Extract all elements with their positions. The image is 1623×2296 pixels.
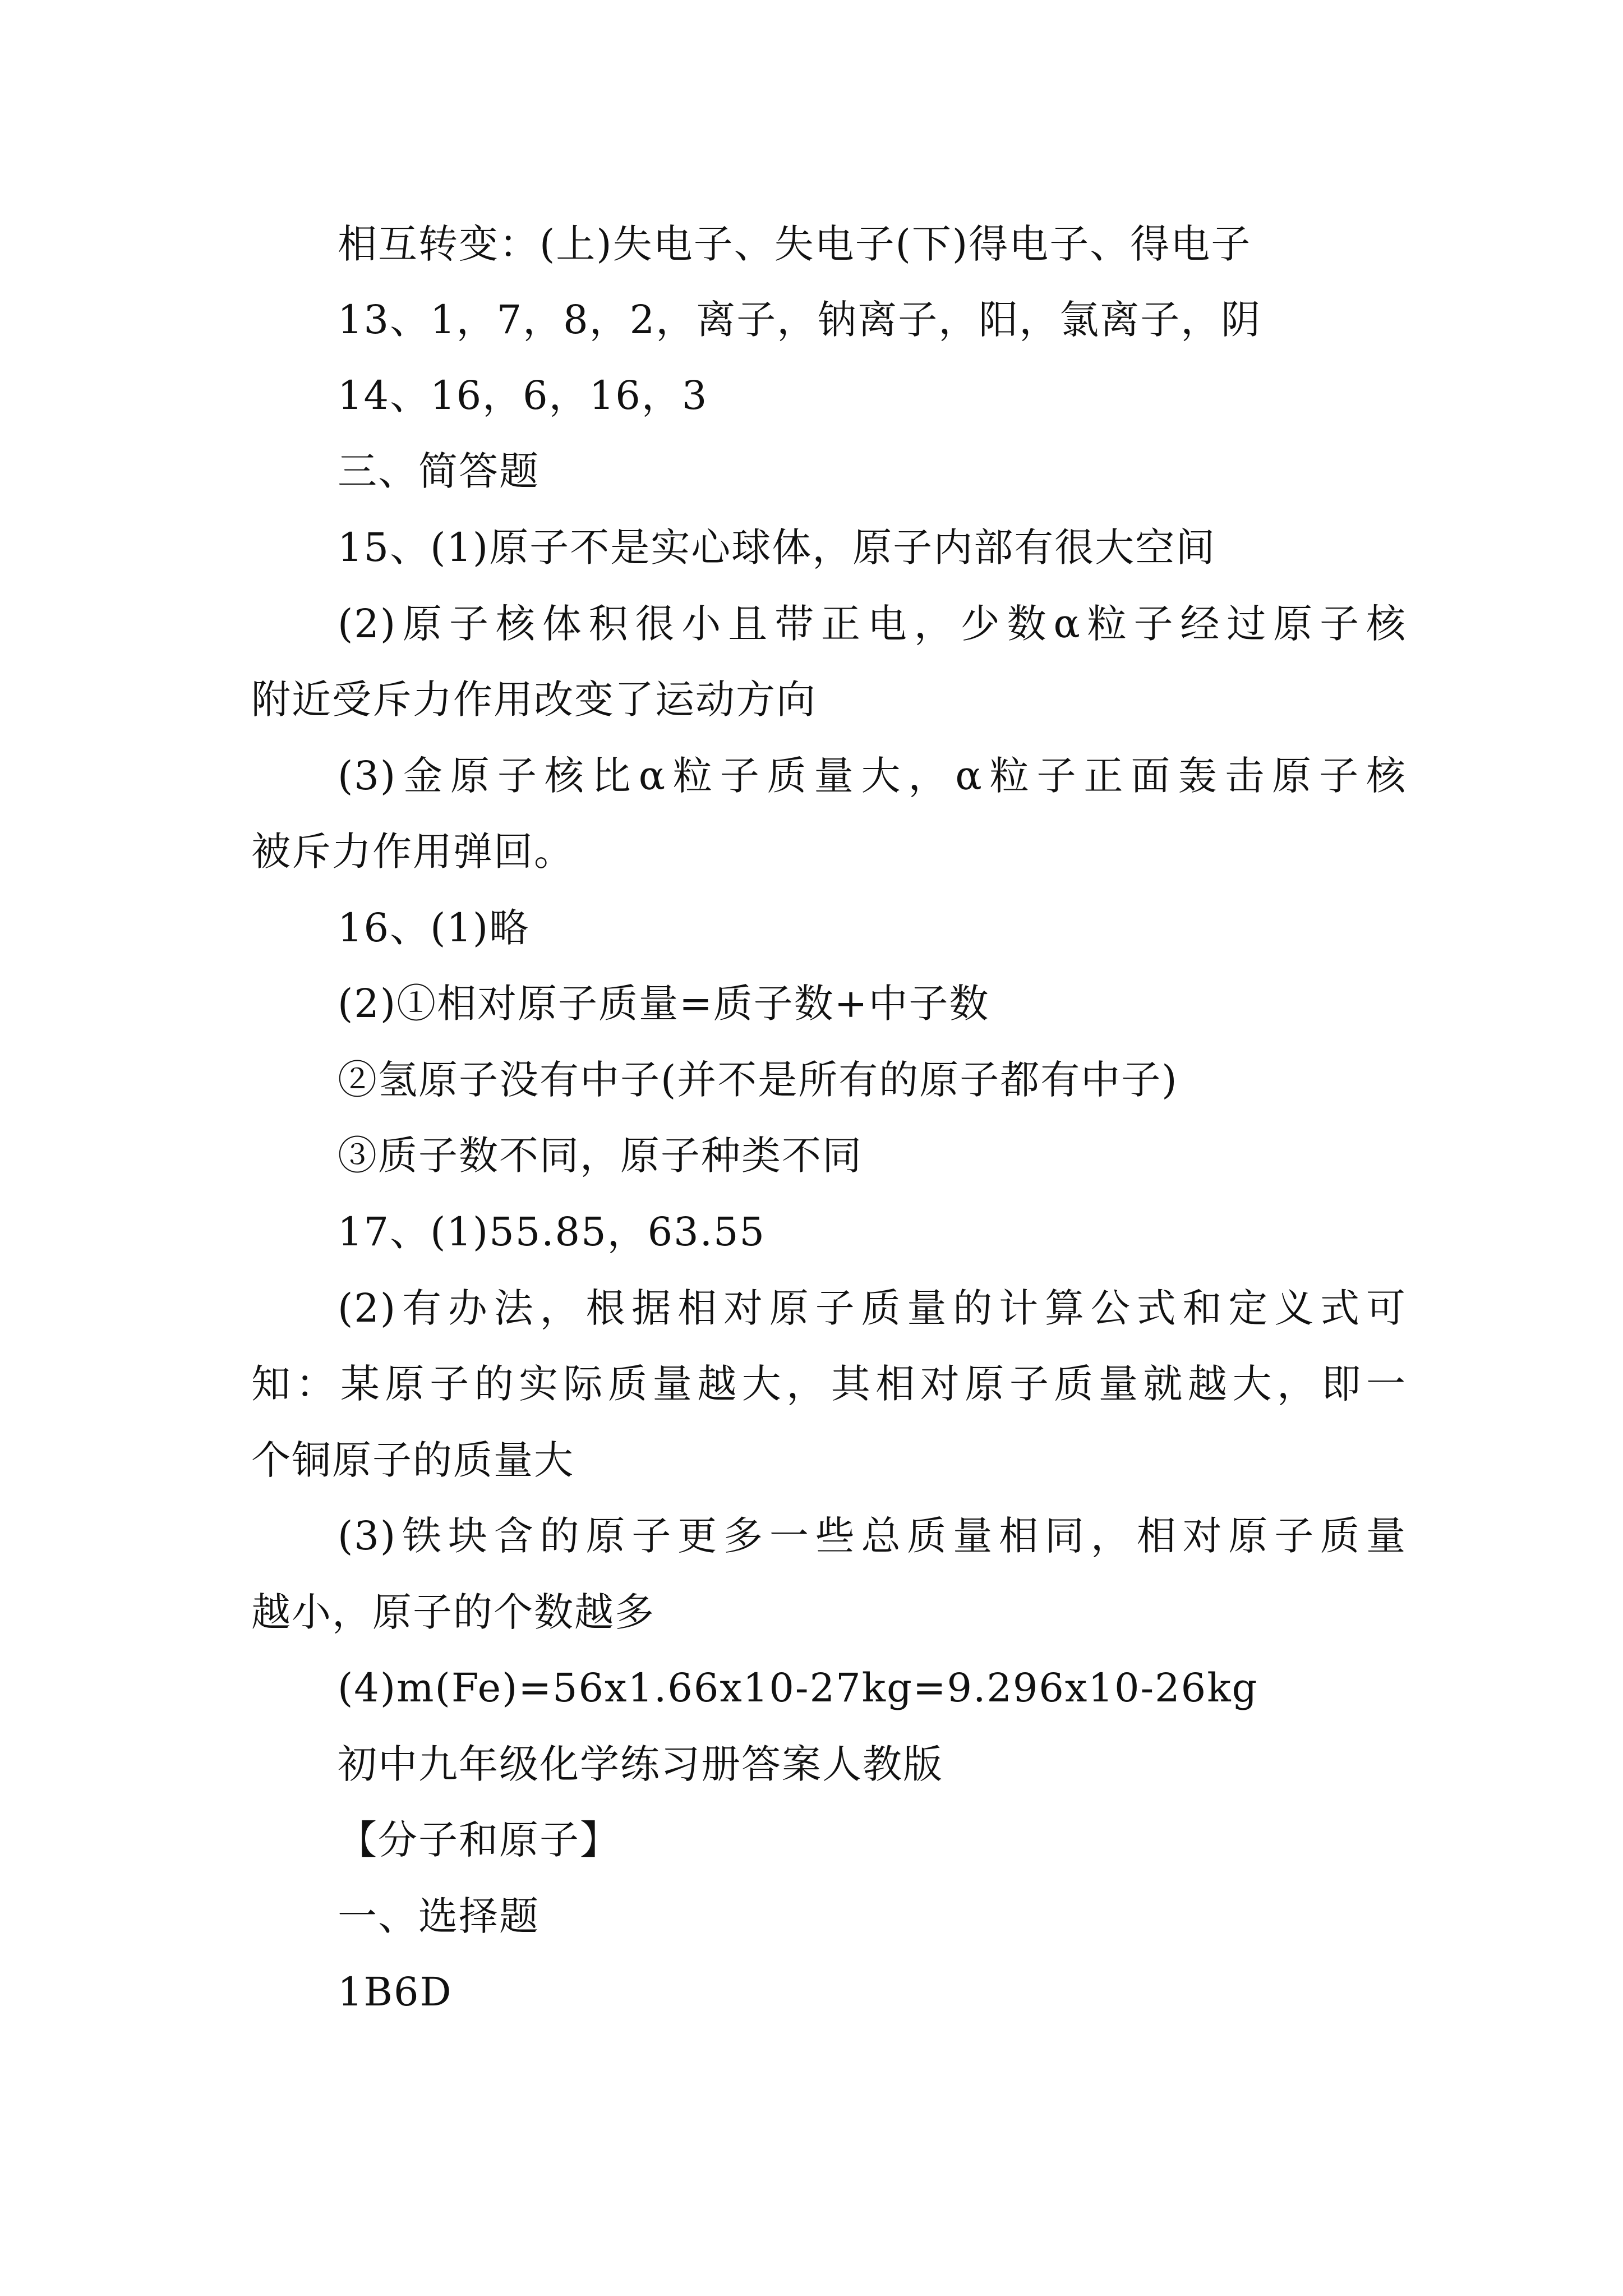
text-line: 越小，原子的个数越多: [251, 1589, 655, 1635]
text-line: (3)金原子核比α粒子质量大，α粒子正面轰击原子核: [338, 753, 1407, 799]
text-line: ③质子数不同，原子种类不同: [338, 1133, 863, 1179]
section-heading: 【分子和原子】: [338, 1817, 620, 1863]
text-line: 17、(1)55.85，63.55: [338, 1209, 766, 1255]
section-heading: 一、选择题: [338, 1893, 540, 1939]
text-line: (2)原子核体积很小且带正电，少数α粒子经过原子核: [338, 601, 1407, 647]
text-line: 相互转变：(上)失电子、失电子(下)得电子、得电子: [338, 221, 1252, 267]
text-line: (4)m(Fe)=56x1.66x10-27kg=9.296x10-26kg: [338, 1665, 1258, 1711]
text-line: (3)铁块含的原子更多一些总质量相同，相对原子质量: [338, 1513, 1407, 1559]
section-heading: 三、简答题: [338, 448, 540, 494]
text-line: 13、1，7，8，2，离子，钠离子，阳，氯离子，阴: [338, 297, 1262, 343]
section-heading: 初中九年级化学练习册答案人教版: [338, 1741, 943, 1787]
text-line: 16、(1)略: [338, 905, 530, 951]
text-line: 个铜原子的质量大: [251, 1437, 574, 1483]
text-line: 被斥力作用弹回。: [251, 829, 574, 875]
text-line: 14、16，6，16，3: [338, 372, 708, 418]
text-line: 知：某原子的实际质量越大，其相对原子质量就越大，即一: [251, 1361, 1407, 1407]
text-line: (2)①相对原子质量=质子数+中子数: [338, 981, 990, 1027]
text-line: 附近受斥力作用改变了运动方向: [251, 677, 817, 723]
text-line: 1B6D: [338, 1969, 453, 2015]
text-line: (2)有办法，根据相对原子质量的计算公式和定义式可: [338, 1285, 1407, 1331]
text-line: ②氢原子没有中子(并不是所有的原子都有中子): [338, 1057, 1178, 1103]
text-line: 15、(1)原子不是实心球体，原子内部有很大空间: [338, 524, 1216, 570]
